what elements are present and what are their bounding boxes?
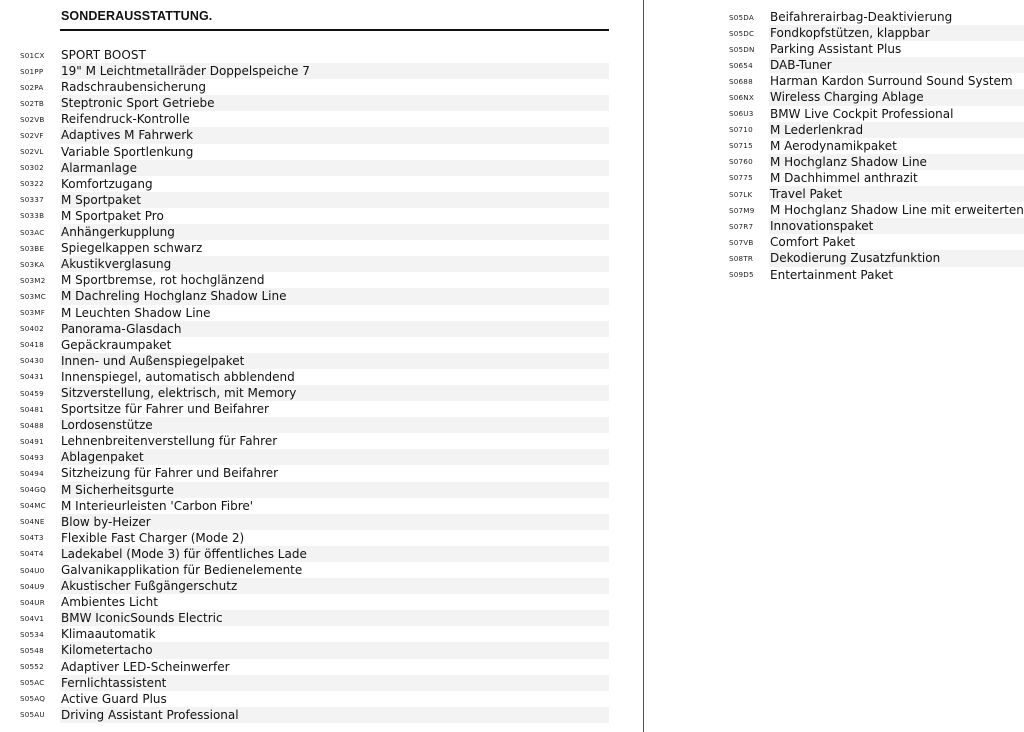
option-code: S01CX (20, 50, 45, 60)
option-code: S0322 (20, 179, 44, 189)
option-code: S0493 (20, 452, 44, 462)
option-label: Ladekabel (Mode 3) für öffentliches Lade (60, 546, 609, 562)
option-label: M Dachreling Hochglanz Shadow Line (60, 288, 609, 304)
option-label: M Sicherheitsgurte (60, 482, 609, 498)
option-label: Travel Paket (769, 186, 1024, 202)
equipment-row (20, 707, 609, 723)
equipment-row (729, 186, 1024, 202)
option-code: S0552 (20, 662, 44, 672)
option-label: M Sportpaket Pro (61, 208, 164, 223)
equipment-row (20, 256, 609, 272)
left-column (20, 8, 609, 723)
option-label: M Dachhimmel anthrazit (770, 170, 918, 185)
equipment-row (729, 267, 1024, 283)
equipment-list-right (729, 9, 1024, 283)
option-label: M Sportpaket (60, 192, 609, 208)
option-code: S05AQ (20, 694, 46, 704)
equipment-row (729, 122, 1024, 138)
option-label: Sitzheizung für Fahrer und Beifahrer (61, 466, 279, 481)
option-label: Beifahrerairbag-Deaktivierung (770, 10, 953, 24)
equipment-row (20, 288, 609, 304)
option-code: S06U3 (729, 109, 754, 119)
option-code: S02VL (20, 147, 44, 157)
option-label: Lordosenstütze (60, 417, 609, 433)
equipment-row (20, 95, 609, 111)
option-label: Spiegelkappen schwarz (61, 241, 203, 256)
option-code: S05DC (729, 28, 755, 38)
equipment-row (729, 218, 1024, 234)
option-code: S05AU (20, 710, 45, 720)
equipment-row (20, 353, 609, 369)
option-code: S09D5 (729, 270, 754, 280)
equipment-row (20, 626, 609, 642)
option-code: S02PA (20, 82, 44, 92)
equipment-row (729, 89, 1024, 105)
option-label: Active Guard Plus (61, 691, 167, 706)
section-title: SONDERAUSSTATTUNG. (61, 9, 213, 23)
option-label: 19" M Leichtmetallräder Doppelspeiche 7 (60, 63, 609, 79)
option-label: Kilometertacho (60, 642, 609, 658)
equipment-row (20, 144, 609, 160)
equipment-row (20, 47, 609, 63)
right-column (729, 9, 1024, 283)
equipment-row (20, 498, 609, 514)
equipment-row (20, 79, 609, 95)
equipment-row (20, 369, 609, 385)
option-code: S03M2 (20, 275, 46, 285)
equipment-row (20, 514, 609, 530)
equipment-row (20, 610, 609, 626)
option-label: Fernlichtassistent (60, 675, 609, 691)
equipment-row (729, 250, 1024, 266)
equipment-row (20, 675, 609, 691)
option-code: S04T4 (20, 549, 44, 559)
option-code: S0760 (729, 157, 753, 167)
option-code: S04T3 (20, 533, 44, 543)
option-code: S033B (20, 211, 45, 221)
option-label: Parking Assistant Plus (770, 42, 902, 57)
option-label: Innovationspaket (769, 218, 1024, 234)
option-code: S0491 (20, 436, 44, 446)
equipment-row (20, 530, 609, 546)
equipment-row (20, 111, 609, 127)
option-label: Harman Kardon Surround Sound System (770, 74, 1013, 89)
option-label: Steptronic Sport Getriebe (60, 95, 609, 111)
equipment-row (729, 106, 1024, 122)
option-label: Reifendruck-Kontrolle (61, 112, 190, 127)
option-code: S06NX (729, 93, 755, 103)
option-label: Innenspiegel, automatisch abblendend (61, 369, 295, 384)
equipment-row (20, 578, 609, 594)
option-code: S04UR (20, 597, 45, 607)
option-code: S03BE (20, 243, 45, 253)
equipment-row (20, 417, 609, 433)
option-code: S0418 (20, 340, 44, 350)
option-label: BMW IconicSounds Electric (60, 610, 609, 626)
equipment-row (20, 208, 609, 224)
equipment-row (20, 691, 609, 707)
option-code: S01PP (20, 66, 44, 76)
equipment-row (20, 337, 609, 353)
equipment-row (20, 385, 609, 401)
option-code: S0488 (20, 420, 44, 430)
option-code: S05DN (729, 44, 755, 54)
option-code: S03MC (20, 291, 46, 301)
equipment-row (20, 272, 609, 288)
option-label: Blow by-Heizer (60, 514, 609, 530)
option-code: S07VB (729, 237, 754, 247)
equipment-row (729, 170, 1024, 186)
option-code: S07LK (729, 189, 753, 199)
option-code: S04V1 (20, 613, 45, 623)
option-code: S0337 (20, 195, 44, 205)
option-code: S0710 (729, 125, 753, 135)
option-code: S04NE (20, 517, 45, 527)
equipment-row (20, 63, 609, 79)
equipment-row (20, 659, 609, 675)
option-code: S0775 (729, 173, 753, 183)
option-code: S0459 (20, 388, 44, 398)
option-code: S0534 (20, 629, 44, 639)
option-label: BMW Live Cockpit Professional (770, 106, 954, 121)
option-code: S05DA (729, 12, 755, 22)
option-label: Flexible Fast Charger (Mode 2) (61, 530, 245, 545)
option-label: Komfortzugang (61, 176, 153, 191)
option-label: Comfort Paket (770, 235, 856, 250)
equipment-row (20, 224, 609, 240)
equipment-row (20, 482, 609, 498)
option-label: Adaptives M Fahrwerk (60, 127, 609, 143)
option-label: Klimaautomatik (61, 627, 156, 642)
option-code: S0548 (20, 646, 44, 656)
equipment-row (20, 127, 609, 143)
option-code: S04U9 (20, 581, 45, 591)
option-code: S0494 (20, 468, 44, 478)
option-label: Akustikverglasung (60, 256, 609, 272)
option-code: S0688 (729, 76, 753, 86)
option-label: DAB-Tuner (769, 57, 1024, 73)
option-code: S04U0 (20, 565, 45, 575)
option-label: Gepäckraumpaket (61, 337, 172, 352)
equipment-row (20, 465, 609, 481)
option-code: S07M9 (729, 205, 755, 215)
option-label: Alarmanlage (60, 160, 609, 176)
equipment-row (20, 192, 609, 208)
option-code: S0715 (729, 141, 753, 151)
equipment-row (20, 176, 609, 192)
column-divider (643, 0, 644, 732)
option-label: M Lederlenkrad (769, 122, 1024, 138)
option-code: S03KA (20, 259, 45, 269)
option-code: S0430 (20, 356, 44, 366)
equipment-row (20, 449, 609, 465)
option-label: Adaptiver LED-Scheinwerfer (61, 659, 230, 674)
option-label: M Aerodynamikpaket (770, 138, 897, 153)
option-code: S0431 (20, 372, 44, 382)
equipment-row (729, 202, 1024, 218)
option-code: S02VB (20, 114, 45, 124)
equipment-list-left (20, 47, 609, 723)
option-label: M Hochglanz Shadow Line mit erweiterten (770, 203, 1024, 218)
option-code: S05AC (20, 678, 45, 688)
option-label: M Hochglanz Shadow Line (769, 154, 1024, 170)
equipment-row (20, 160, 609, 176)
equipment-row (729, 9, 1024, 25)
option-label: SPORT BOOST (61, 48, 146, 62)
equipment-row (20, 305, 609, 321)
equipment-row (20, 401, 609, 417)
option-code: S04MC (20, 501, 46, 511)
option-code: S0481 (20, 404, 44, 414)
option-label: M Leuchten Shadow Line (61, 305, 211, 320)
option-label: Lehnenbreitenverstellung für Fahrer (61, 434, 278, 449)
option-code: S02TB (20, 98, 45, 108)
option-label: Galvanikapplikation für Bedienelemente (61, 563, 303, 577)
section-header (60, 8, 609, 31)
option-label: Variable Sportlenkung (61, 144, 194, 159)
option-label: Wireless Charging Ablage (769, 89, 1024, 105)
equipment-row (20, 546, 609, 562)
option-code: S03MF (20, 308, 46, 318)
option-label: Sitzverstellung, elektrisch, mit Memory (60, 385, 609, 401)
equipment-row (729, 234, 1024, 250)
option-label: M Interieurleisten 'Carbon Fibre' (61, 498, 254, 513)
equipment-row (729, 73, 1024, 89)
option-code: S0302 (20, 163, 44, 173)
option-label: Entertainment Paket (770, 267, 894, 282)
option-label: Innen- und Außenspiegelpaket (60, 353, 609, 369)
option-code: S0402 (20, 324, 44, 334)
option-code: S03AC (20, 227, 45, 237)
equipment-row (20, 562, 609, 578)
option-code: S02VF (20, 131, 44, 141)
equipment-row (729, 41, 1024, 57)
equipment-row (20, 433, 609, 449)
equipment-row (729, 138, 1024, 154)
option-label: Ablagenpaket (60, 449, 609, 465)
equipment-row (729, 57, 1024, 73)
option-code: S0654 (729, 60, 753, 70)
option-label: Akustischer Fußgängerschutz (60, 578, 609, 594)
option-code: S08TR (729, 253, 754, 263)
equipment-row (20, 594, 609, 610)
option-label: Dekodierung Zusatzfunktion (769, 250, 1024, 266)
option-label: Fondkopfstützen, klappbar (769, 25, 1024, 41)
equipment-row (729, 25, 1024, 41)
option-label: Sportsitze für Fahrer und Beifahrer (61, 402, 269, 417)
option-label: Anhängerkupplung (60, 224, 609, 240)
equipment-row (20, 240, 609, 256)
option-label: Ambientes Licht (61, 595, 158, 610)
option-label: Driving Assistant Professional (60, 707, 609, 723)
equipment-row (729, 154, 1024, 170)
equipment-row (20, 642, 609, 658)
equipment-row (20, 321, 609, 337)
option-label: M Sportbremse, rot hochglänzend (61, 273, 265, 288)
option-code: S04GQ (20, 485, 46, 495)
option-label: Radschraubensicherung (61, 80, 206, 95)
option-label: Panorama-Glasdach (60, 321, 609, 337)
option-code: S07R7 (729, 221, 754, 231)
